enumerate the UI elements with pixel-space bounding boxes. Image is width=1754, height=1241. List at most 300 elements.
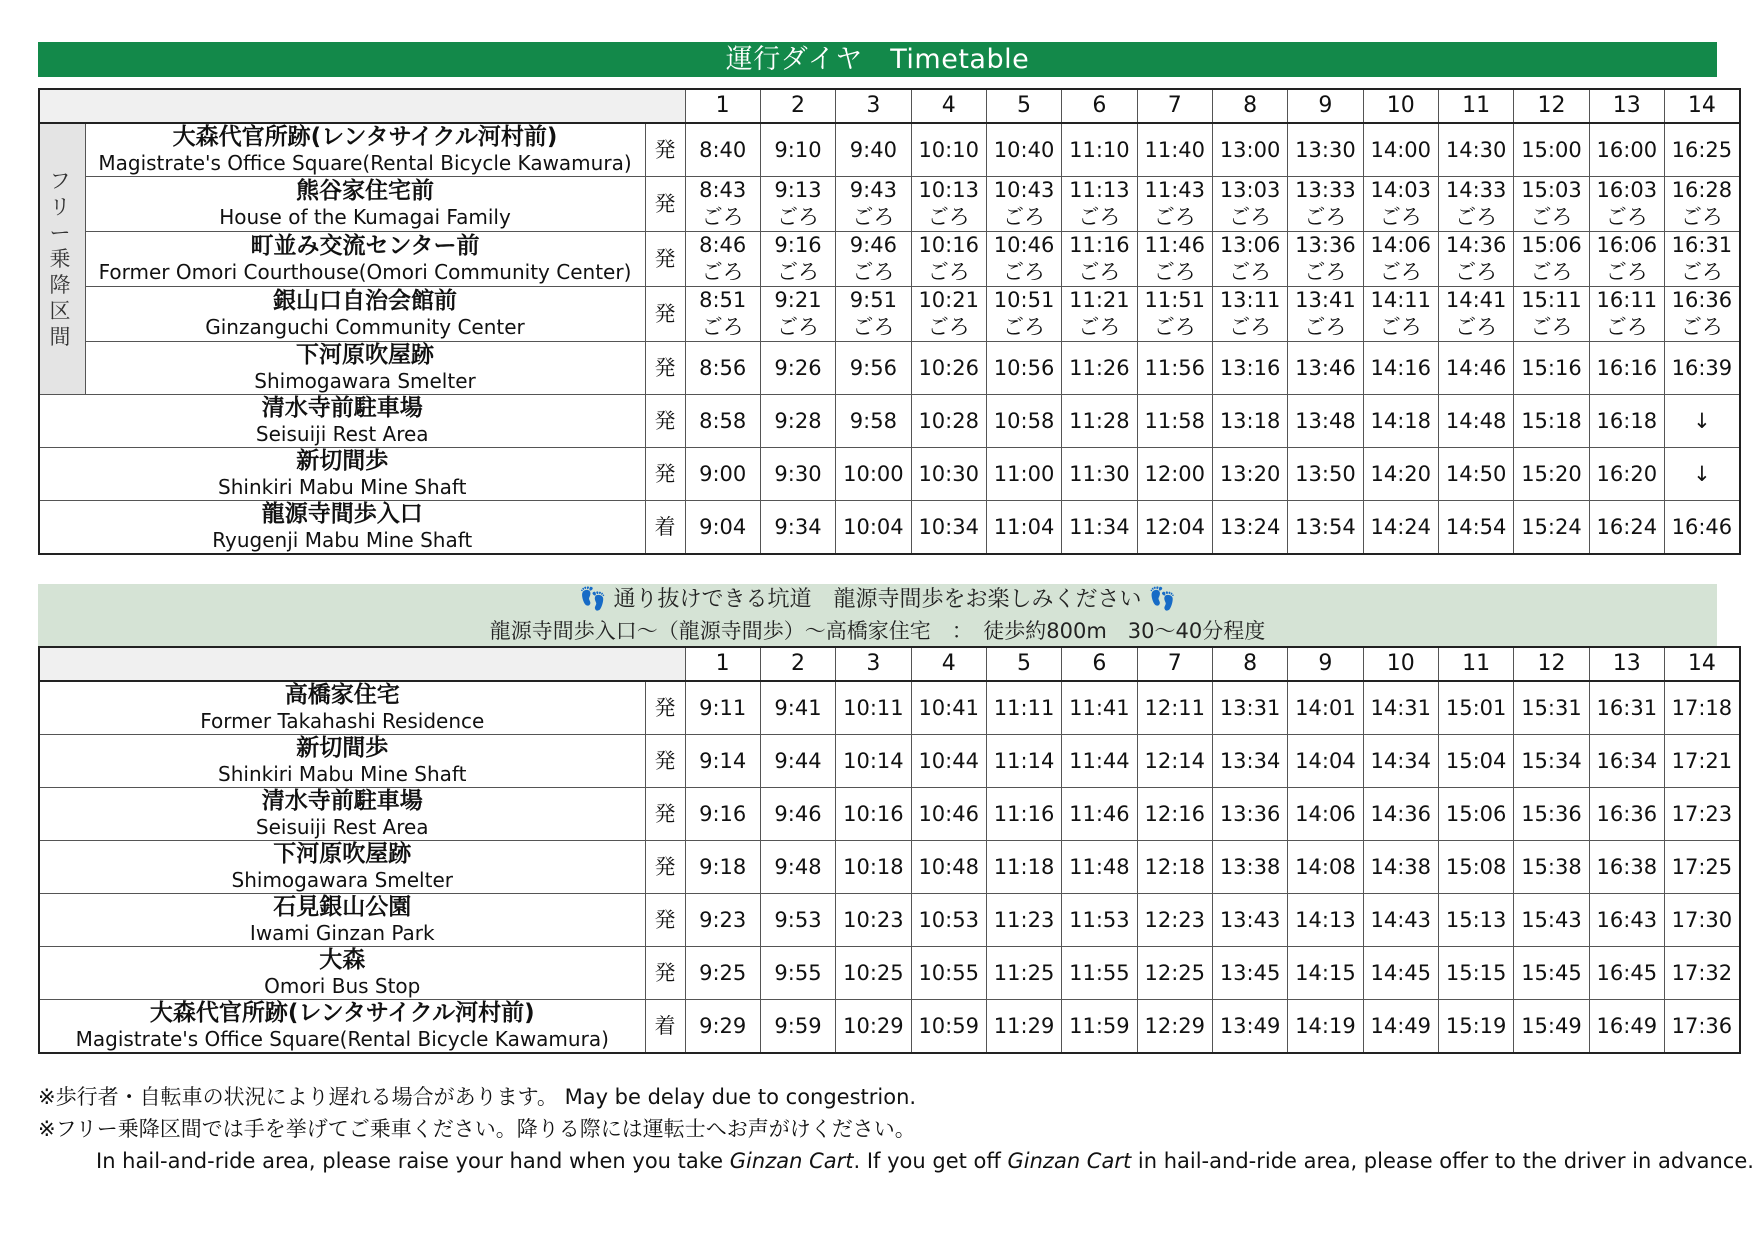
stop-name-en: Former Takahashi Residence <box>200 709 485 733</box>
time-cell: 9:18 <box>685 841 760 894</box>
time-cell: 15:06 <box>1438 788 1513 841</box>
approx-label: ごろ <box>852 315 895 339</box>
trip-number: 11 <box>1438 89 1513 123</box>
approx-label: ごろ <box>1003 315 1046 339</box>
time-cell <box>986 232 1061 287</box>
time-cell: 13:43 <box>1212 894 1287 947</box>
time-cell: 12:23 <box>1137 894 1212 947</box>
trip-number: 10 <box>1363 89 1438 123</box>
time-cell: 9:53 <box>760 894 835 947</box>
time-cell: 16:16 <box>1589 342 1664 395</box>
time-cell: 11:26 <box>1062 342 1137 395</box>
time-cell: 10:56 <box>986 342 1061 395</box>
time-cell: 17:21 <box>1664 735 1739 788</box>
stop-name-jp: 清水寺前駐車場 <box>261 395 423 421</box>
zone-label-char: フ <box>49 169 71 193</box>
departure-arrival-mark: 発 <box>645 735 685 788</box>
time-cell: 11:25 <box>986 947 1061 1000</box>
time-value: 14:33 <box>1445 178 1507 202</box>
time-cell: 9:00 <box>685 448 760 501</box>
approx-label: ごろ <box>701 205 744 229</box>
trip-number: 10 <box>1363 647 1438 681</box>
stop-name-jp: 石見銀山公園 <box>273 894 412 920</box>
time-cell: 10:58 <box>986 395 1061 448</box>
departure-arrival-mark: 着 <box>645 501 685 555</box>
time-cell: 12:11 <box>1137 681 1212 735</box>
time-value: 11:43 <box>1144 178 1205 202</box>
approx-label: ごろ <box>1078 315 1121 339</box>
approx-label: ごろ <box>1304 205 1347 229</box>
stop-name-jp: 大森代官所跡(レンタサイクル河村前) <box>149 1000 535 1026</box>
time-cell: 9:34 <box>760 501 835 555</box>
approx-label: ごろ <box>701 260 744 284</box>
stop-name <box>85 287 645 342</box>
time-cell <box>1288 287 1363 342</box>
footprints-icon: 👣 <box>579 587 607 612</box>
stop-name-en: Shimogawara Smelter <box>254 369 476 393</box>
approx-label: ごろ <box>852 260 895 284</box>
time-value: 13:36 <box>1295 233 1356 257</box>
time-cell: 15:24 <box>1514 501 1589 555</box>
time-cell <box>911 287 986 342</box>
time-cell: 16:36 <box>1589 788 1664 841</box>
time-cell: 10:11 <box>836 681 911 735</box>
trip-number: 12 <box>1514 647 1589 681</box>
time-value: 10:46 <box>993 233 1055 257</box>
stop-name-en: Seisuiji Rest Area <box>255 422 429 446</box>
approx-label: ごろ <box>852 205 895 229</box>
time-cell: 14:08 <box>1288 841 1363 894</box>
table-row <box>39 841 1740 894</box>
stop-name-en: Former Omori Courthouse(Omori Community Center) <box>98 260 632 284</box>
time-cell: 13:45 <box>1212 947 1287 1000</box>
approx-label: ごろ <box>777 205 820 229</box>
time-value: 10:51 <box>993 288 1055 312</box>
time-cell: 15:19 <box>1438 1000 1513 1054</box>
approx-label: ごろ <box>1379 315 1422 339</box>
departure-arrival-mark: 発 <box>645 232 685 287</box>
approx-label: ごろ <box>1680 260 1723 284</box>
time-cell: 10:04 <box>836 501 911 555</box>
time-cell: 9:14 <box>685 735 760 788</box>
stop-name <box>85 342 645 395</box>
time-cell: 10:26 <box>911 342 986 395</box>
time-cell: 15:45 <box>1514 947 1589 1000</box>
time-cell: 15:16 <box>1514 342 1589 395</box>
time-cell: 15:00 <box>1514 123 1589 177</box>
departure-arrival-mark: 発 <box>645 681 685 735</box>
time-cell: 8:40 <box>685 123 760 177</box>
time-value: 9:21 <box>774 288 822 312</box>
time-cell: 13:34 <box>1212 735 1287 788</box>
stop-name-en: Ginzanguchi Community Center <box>205 315 525 339</box>
inbound-timetable <box>38 646 1741 1054</box>
time-cell: 13:16 <box>1212 342 1287 395</box>
stop-name-en: Iwami Ginzan Park <box>249 921 435 945</box>
time-cell <box>1137 287 1212 342</box>
departure-arrival-mark: 発 <box>645 894 685 947</box>
time-cell: 12:16 <box>1137 788 1212 841</box>
time-cell: 12:04 <box>1137 501 1212 555</box>
departure-arrival-mark: 発 <box>645 395 685 448</box>
departure-arrival-mark: 発 <box>645 841 685 894</box>
delay-note: ※歩行者・自転車の状況により遅れる場合があります。 May be delay due to congestrion. <box>38 1085 917 1109</box>
approx-label: ごろ <box>1379 205 1422 229</box>
trip-number: 4 <box>911 647 986 681</box>
stop-name-en: Seisuiji Rest Area <box>255 815 429 839</box>
time-value: 14:11 <box>1370 288 1432 312</box>
time-value: 15:11 <box>1521 288 1582 312</box>
time-cell <box>1438 177 1513 232</box>
time-cell <box>1664 287 1739 342</box>
departure-arrival-mark: 発 <box>645 287 685 342</box>
time-cell: 11:28 <box>1062 395 1137 448</box>
time-cell <box>1514 177 1589 232</box>
time-cell: 12:14 <box>1137 735 1212 788</box>
stop-name-jp: 清水寺前駐車場 <box>261 788 423 814</box>
hail-ride-text: in hail-and-ride area, please offer to the driver in advance. <box>1131 1149 1754 1173</box>
trip-number: 3 <box>836 647 911 681</box>
trip-number: 1 <box>685 89 760 123</box>
time-value: 9:16 <box>774 233 822 257</box>
approx-label: ごろ <box>1455 205 1498 229</box>
hail-and-ride-zone-label <box>39 123 85 395</box>
time-cell: 16:45 <box>1589 947 1664 1000</box>
stop-name <box>39 681 645 735</box>
time-cell <box>1062 177 1137 232</box>
table-row <box>39 177 1740 232</box>
time-cell: 16:31 <box>1589 681 1664 735</box>
time-value: 14:41 <box>1445 288 1507 312</box>
time-value: 11:21 <box>1069 288 1130 312</box>
time-cell: 10:55 <box>911 947 986 1000</box>
time-cell: 14:34 <box>1363 735 1438 788</box>
hail-ride-note-en <box>96 1147 1754 1175</box>
time-cell <box>1212 232 1287 287</box>
time-cell: 9:30 <box>760 448 835 501</box>
time-cell: ↓ <box>1664 395 1739 448</box>
table-row <box>39 232 1740 287</box>
time-cell: 14:38 <box>1363 841 1438 894</box>
approx-label: ごろ <box>777 260 820 284</box>
trip-number: 9 <box>1288 89 1363 123</box>
time-cell <box>1212 287 1287 342</box>
time-cell: 10:40 <box>986 123 1061 177</box>
time-cell: 9:59 <box>760 1000 835 1054</box>
time-value: 10:43 <box>993 178 1055 202</box>
time-value: 14:03 <box>1370 178 1432 202</box>
time-cell: 15:20 <box>1514 448 1589 501</box>
time-cell: 14:46 <box>1438 342 1513 395</box>
time-cell: 15:49 <box>1514 1000 1589 1054</box>
approx-label: ごろ <box>1605 315 1648 339</box>
trip-number: 13 <box>1589 647 1664 681</box>
time-cell: 15:13 <box>1438 894 1513 947</box>
approx-label: ごろ <box>1379 260 1422 284</box>
time-cell: 10:29 <box>836 1000 911 1054</box>
time-cell: 14:54 <box>1438 501 1513 555</box>
trip-number: 6 <box>1062 647 1137 681</box>
stop-name <box>85 177 645 232</box>
approx-label: ごろ <box>1605 260 1648 284</box>
time-cell <box>1288 232 1363 287</box>
trip-number: 11 <box>1438 647 1513 681</box>
time-cell: ↓ <box>1664 448 1739 501</box>
header-row <box>39 89 1740 123</box>
table-row <box>39 287 1740 342</box>
time-cell <box>836 232 911 287</box>
ginzan-cart-name: Ginzan Cart <box>1007 1149 1132 1173</box>
walking-distance-text: 龍源寺間歩入口～（龍源寺間歩）～高橋家住宅 ： 徒歩約800m 30～40分程度 <box>489 619 1266 643</box>
time-value: 10:16 <box>918 233 979 257</box>
approx-label: ごろ <box>1455 260 1498 284</box>
time-cell: 12:18 <box>1137 841 1212 894</box>
approx-label: ごろ <box>777 315 820 339</box>
approx-label: ごろ <box>701 315 744 339</box>
time-cell: 15:01 <box>1438 681 1513 735</box>
time-cell: 13:50 <box>1288 448 1363 501</box>
time-value: 16:06 <box>1596 233 1658 257</box>
stop-name <box>39 894 645 947</box>
table-row <box>39 947 1740 1000</box>
time-cell: 11:11 <box>986 681 1061 735</box>
departure-arrival-mark: 発 <box>645 788 685 841</box>
time-cell: 10:16 <box>836 788 911 841</box>
stop-name-en: Ryugenji Mabu Mine Shaft <box>212 528 473 552</box>
departure-arrival-mark: 発 <box>645 342 685 395</box>
time-cell: 14:48 <box>1438 395 1513 448</box>
time-cell: 13:24 <box>1212 501 1287 555</box>
time-cell <box>911 177 986 232</box>
approx-label: ごろ <box>1153 260 1196 284</box>
stop-name <box>39 841 645 894</box>
header-corner <box>39 89 685 123</box>
time-value: 13:33 <box>1295 178 1356 202</box>
time-cell <box>1062 287 1137 342</box>
header-row <box>39 647 1740 681</box>
time-cell: 8:56 <box>685 342 760 395</box>
time-cell <box>1062 232 1137 287</box>
trip-number: 5 <box>986 647 1061 681</box>
time-cell: 11:23 <box>986 894 1061 947</box>
stop-name-jp: 熊谷家住宅前 <box>296 178 434 204</box>
stop-name <box>39 448 645 501</box>
stop-name-en: Magistrate's Office Square(Rental Bicycle Kawamura) <box>75 1027 609 1051</box>
time-cell: 14:31 <box>1363 681 1438 735</box>
departure-arrival-mark: 発 <box>645 947 685 1000</box>
time-value: 9:43 <box>849 178 897 202</box>
time-cell: 11:56 <box>1137 342 1212 395</box>
time-cell <box>760 177 835 232</box>
departure-arrival-mark: 発 <box>645 177 685 232</box>
time-cell: 15:31 <box>1514 681 1589 735</box>
table-row <box>39 123 1740 177</box>
trip-number: 3 <box>836 89 911 123</box>
time-cell: 9:23 <box>685 894 760 947</box>
approx-label: ごろ <box>1304 260 1347 284</box>
time-cell <box>1137 177 1212 232</box>
stop-name-jp: 下河原吹屋跡 <box>273 841 412 867</box>
time-cell: 9:04 <box>685 501 760 555</box>
approx-label: ごろ <box>1229 260 1272 284</box>
time-cell <box>1363 232 1438 287</box>
stop-name-jp: 大森代官所跡(レンタサイクル河村前) <box>172 124 558 150</box>
time-cell: 14:30 <box>1438 123 1513 177</box>
time-cell: 16:49 <box>1589 1000 1664 1054</box>
time-cell: 11:58 <box>1137 395 1212 448</box>
time-value: 11:51 <box>1144 288 1205 312</box>
approx-label: ごろ <box>1078 260 1121 284</box>
time-cell: 9:28 <box>760 395 835 448</box>
departure-arrival-mark: 発 <box>645 448 685 501</box>
approx-label: ごろ <box>1003 260 1046 284</box>
stop-name-jp: 新切間歩 <box>296 448 389 474</box>
stop-name-en: Shinkiri Mabu Mine Shaft <box>218 762 467 786</box>
time-value: 11:46 <box>1144 233 1205 257</box>
table-row <box>39 894 1740 947</box>
time-cell: 9:25 <box>685 947 760 1000</box>
time-cell: 13:20 <box>1212 448 1287 501</box>
time-cell: 14:01 <box>1288 681 1363 735</box>
time-cell: 16:39 <box>1664 342 1739 395</box>
time-cell: 11:18 <box>986 841 1061 894</box>
trip-number: 2 <box>760 647 835 681</box>
time-cell: 9:44 <box>760 735 835 788</box>
time-value: 11:16 <box>1069 233 1130 257</box>
time-cell <box>836 177 911 232</box>
time-cell: 10:30 <box>911 448 986 501</box>
time-cell: 15:36 <box>1514 788 1589 841</box>
walking-info-band <box>38 584 1717 646</box>
time-cell: 15:08 <box>1438 841 1513 894</box>
time-cell: 17:25 <box>1664 841 1739 894</box>
trip-number: 13 <box>1589 89 1664 123</box>
approx-label: ごろ <box>1003 205 1046 229</box>
stop-name-en: Shinkiri Mabu Mine Shaft <box>218 475 467 499</box>
time-cell: 17:32 <box>1664 947 1739 1000</box>
time-cell: 11:41 <box>1062 681 1137 735</box>
time-cell: 9:58 <box>836 395 911 448</box>
time-cell: 16:46 <box>1664 501 1739 555</box>
time-value: 10:13 <box>918 178 979 202</box>
time-cell: 13:48 <box>1288 395 1363 448</box>
approx-label: ごろ <box>927 315 970 339</box>
time-cell: 13:46 <box>1288 342 1363 395</box>
stop-name-en: Shimogawara Smelter <box>231 868 453 892</box>
time-cell: 14:19 <box>1288 1000 1363 1054</box>
time-cell: 9:56 <box>836 342 911 395</box>
stop-name-jp: 町並み交流センター前 <box>250 233 480 259</box>
time-cell: 9:40 <box>836 123 911 177</box>
time-cell: 13:00 <box>1212 123 1287 177</box>
stop-name <box>39 395 645 448</box>
time-cell: 14:36 <box>1363 788 1438 841</box>
time-cell: 11:53 <box>1062 894 1137 947</box>
footprints-icon: 👣 <box>1148 587 1176 612</box>
trip-number: 1 <box>685 647 760 681</box>
table-row <box>39 788 1740 841</box>
time-value: 8:43 <box>699 178 747 202</box>
time-cell: 13:54 <box>1288 501 1363 555</box>
time-cell: 10:14 <box>836 735 911 788</box>
trip-number: 12 <box>1514 89 1589 123</box>
table-row <box>39 735 1740 788</box>
time-cell: 14:00 <box>1363 123 1438 177</box>
time-cell: 8:58 <box>685 395 760 448</box>
stop-name <box>39 1000 645 1054</box>
time-cell: 11:04 <box>986 501 1061 555</box>
approx-label: ごろ <box>1153 205 1196 229</box>
approx-label: ごろ <box>1153 315 1196 339</box>
approx-label: ごろ <box>1530 260 1573 284</box>
time-cell: 11:29 <box>986 1000 1061 1054</box>
zone-label-char: 乗 <box>49 247 71 271</box>
time-cell: 10:34 <box>911 501 986 555</box>
stop-name <box>39 947 645 1000</box>
approx-label: ごろ <box>1605 205 1648 229</box>
time-cell: 17:23 <box>1664 788 1739 841</box>
zone-label-char: 間 <box>49 325 71 349</box>
time-value: 8:51 <box>699 288 747 312</box>
time-cell: 16:00 <box>1589 123 1664 177</box>
time-cell: 15:43 <box>1514 894 1589 947</box>
time-cell: 14:24 <box>1363 501 1438 555</box>
approx-label: ごろ <box>1680 205 1723 229</box>
stop-name-jp: 新切間歩 <box>296 735 389 761</box>
hail-ride-text: In hail-and-ride area, please raise your hand when you take <box>96 1149 730 1173</box>
time-cell <box>1137 232 1212 287</box>
time-value: 13:11 <box>1219 288 1281 312</box>
stop-name <box>39 788 645 841</box>
time-cell: 9:16 <box>685 788 760 841</box>
time-cell: 15:15 <box>1438 947 1513 1000</box>
time-cell <box>1363 287 1438 342</box>
time-cell: 11:44 <box>1062 735 1137 788</box>
time-cell: 9:11 <box>685 681 760 735</box>
trip-number: 14 <box>1664 647 1739 681</box>
time-cell: 11:14 <box>986 735 1061 788</box>
time-cell <box>760 232 835 287</box>
trip-number: 8 <box>1212 647 1287 681</box>
stop-name-en: Magistrate's Office Square(Rental Bicycle Kawamura) <box>98 151 632 175</box>
approx-label: ごろ <box>927 260 970 284</box>
table-row <box>39 1000 1740 1054</box>
time-cell: 17:36 <box>1664 1000 1739 1054</box>
stop-name <box>85 232 645 287</box>
approx-label: ごろ <box>1078 205 1121 229</box>
time-cell <box>685 232 760 287</box>
header-corner <box>39 647 685 681</box>
time-cell: 10:00 <box>836 448 911 501</box>
table-row <box>39 342 1740 395</box>
time-cell: 13:31 <box>1212 681 1287 735</box>
time-cell: 13:18 <box>1212 395 1287 448</box>
time-cell: 10:23 <box>836 894 911 947</box>
time-cell: 10:10 <box>911 123 986 177</box>
stop-name <box>39 735 645 788</box>
time-cell: 9:46 <box>760 788 835 841</box>
time-cell: 10:18 <box>836 841 911 894</box>
time-cell: 11:59 <box>1062 1000 1137 1054</box>
zone-label-char: ー <box>49 221 71 245</box>
time-cell: 11:10 <box>1062 123 1137 177</box>
zone-label-char: リ <box>49 195 71 219</box>
table-row <box>39 395 1740 448</box>
trip-number: 6 <box>1062 89 1137 123</box>
time-cell: 14:43 <box>1363 894 1438 947</box>
time-cell <box>911 232 986 287</box>
time-cell: 10:46 <box>911 788 986 841</box>
